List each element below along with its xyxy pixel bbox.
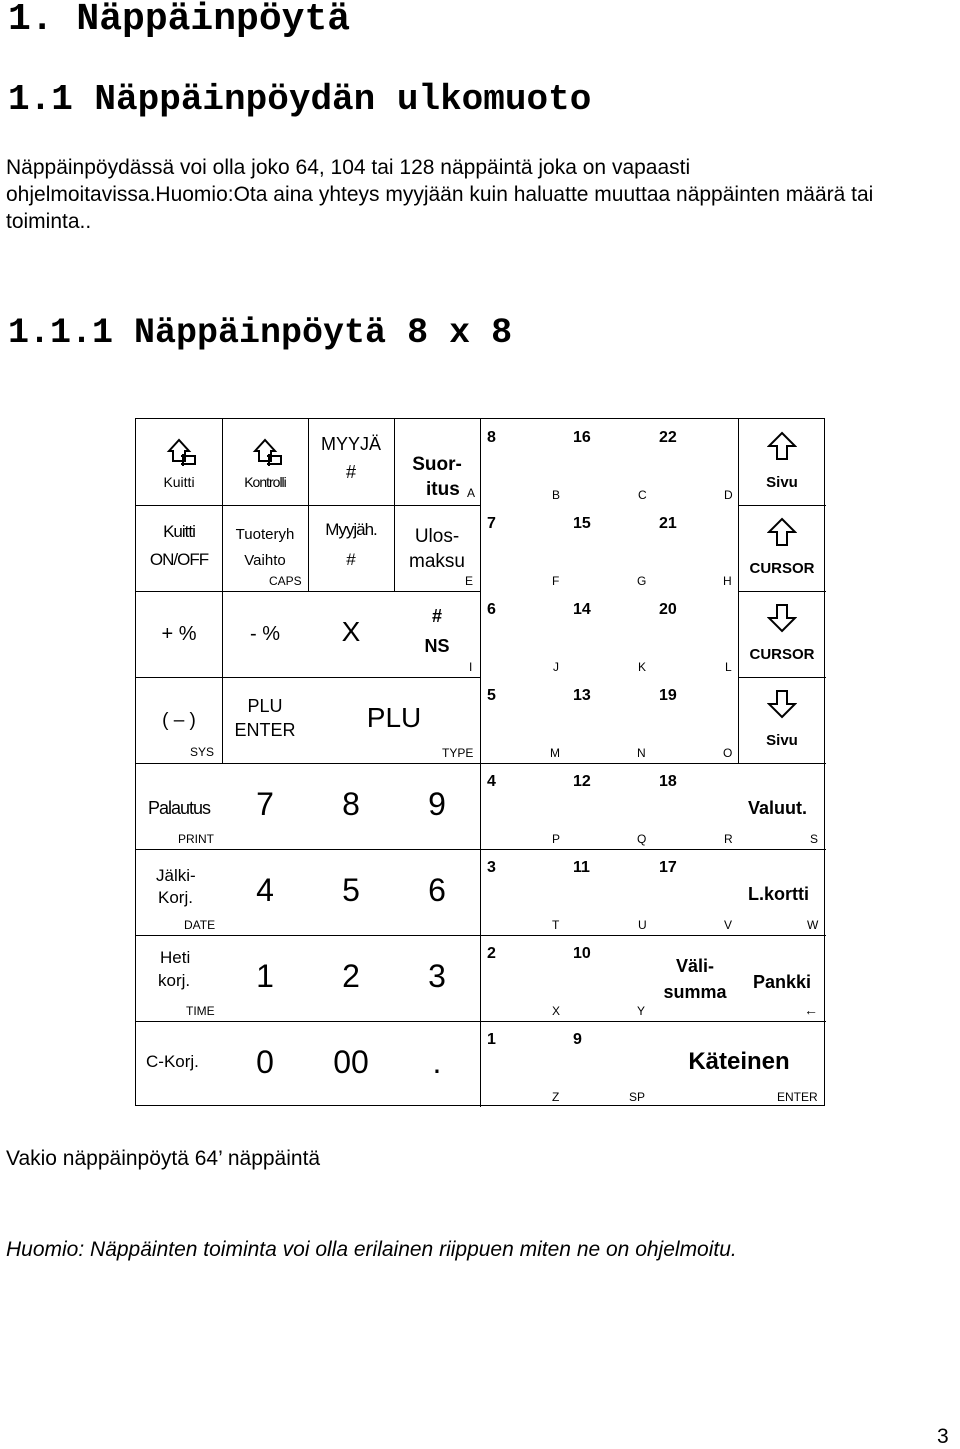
key-myyjah-label: Myyjäh. [325, 520, 377, 539]
key-letter-h: H [723, 574, 732, 588]
key-number-9: 9 [573, 1031, 582, 1048]
key-number-22: 22 [659, 429, 677, 446]
key-number-2: 2 [487, 945, 496, 962]
key-letter-p: P [552, 832, 561, 846]
key-letter-m: M [550, 746, 560, 760]
key-hetikorj-line2: korj. [158, 971, 191, 990]
key-letter-n: N [637, 746, 646, 760]
key-minus-paren: ( – ) [162, 710, 196, 731]
grid-line [136, 935, 826, 936]
key-letter-u: U [638, 918, 647, 932]
key-myyja-hash: # [345, 462, 356, 482]
key-letter-a: A [467, 486, 476, 500]
key-type-label: TYPE [442, 746, 474, 760]
key-valisumma-line2: summa [663, 982, 727, 1002]
key-ulosmaksu-line1: Ulos- [414, 526, 460, 547]
heading-3: 1.1.1 Näppäinpöytä 8 x 8 [8, 313, 513, 353]
key-number-7: 7 [487, 515, 496, 532]
key-letter-b: B [552, 488, 561, 502]
key-digit-1: 1 [256, 958, 274, 994]
keyboard-caption: Vakio näppäinpöytä 64’ näppäintä [6, 1147, 321, 1170]
grid-line [738, 591, 826, 592]
key-plu-enter-line1: PLU [247, 696, 283, 716]
key-letter-w: W [807, 918, 819, 932]
key-letter-y: Y [637, 1004, 646, 1018]
heading-1: 1. Näppäinpöytä [8, 0, 351, 41]
key-ckorj: C-Korj. [146, 1052, 199, 1071]
key-time-label: TIME [186, 1004, 215, 1018]
key-number-10: 10 [573, 945, 591, 962]
key-kuitti-label: Kuitti [163, 474, 195, 490]
key-letter-g: G [637, 574, 647, 588]
key-letter-x: X [552, 1004, 561, 1018]
key-minus-percent: - % [250, 623, 280, 645]
key-letter-z: Z [552, 1090, 560, 1104]
heading-2: 1.1 Näppäinpöydän ulkomuoto [8, 79, 592, 120]
grid-line [738, 677, 826, 678]
key-suoritus-line2: itus [426, 479, 460, 500]
key-kuitti-onoff-line1: Kuitti [163, 522, 195, 541]
key-letter-k: K [638, 660, 647, 674]
key-number-1: 1 [487, 1031, 496, 1048]
key-number-4: 4 [487, 773, 496, 790]
key-cursor-up-label: CURSOR [749, 560, 815, 577]
key-kontrolli-label: Kontrolli [244, 474, 286, 490]
key-ns-label: NS [424, 636, 450, 656]
key-kuitti-onoff-line2: ON/OFF [149, 550, 209, 569]
key-hetikorj-line1: Heti [160, 948, 191, 967]
key-digit-0: 0 [256, 1044, 274, 1080]
grid-line [136, 763, 826, 764]
key-jalkikorj-line2: Korj. [158, 888, 193, 907]
key-lkortti: L.kortti [748, 884, 809, 904]
cursor-up-arrow-icon [767, 517, 797, 552]
key-letter-s: S [810, 832, 819, 846]
key-letter-v: V [724, 918, 733, 932]
key-multiply-x: X [341, 616, 361, 647]
key-date-label: DATE [184, 918, 216, 932]
key-sivu-down-label: Sivu [766, 732, 798, 749]
key-myyjah-hash: # [346, 550, 356, 569]
key-letter-r: R [724, 832, 733, 846]
key-tuoteryh-line1: Tuoteryh [235, 526, 295, 543]
key-valisumma-line1: Väli- [675, 956, 714, 976]
key-number-13: 13 [573, 687, 591, 704]
grid-line [136, 505, 480, 506]
page-number: 3 [937, 1425, 949, 1448]
key-enter-label: ENTER [777, 1090, 818, 1104]
key-print-label: PRINT [178, 832, 214, 846]
key-kateinen: Käteinen [688, 1048, 790, 1075]
key-number-19: 19 [659, 687, 677, 704]
page-down-arrow-icon [767, 689, 797, 724]
key-sp-label: SP [629, 1090, 646, 1104]
key-number-14: 14 [573, 601, 591, 618]
key-number-6: 6 [487, 601, 496, 618]
key-suoritus-line1: Suor- [412, 454, 462, 475]
key-number-11: 11 [573, 859, 590, 876]
cursor-down-arrow-icon [767, 603, 797, 638]
key-sivu-up-label: Sivu [766, 474, 798, 491]
key-letter-o: O [723, 746, 733, 760]
key-number-3: 3 [487, 859, 496, 876]
key-letter-i: I [469, 660, 473, 674]
key-number-15: 15 [573, 515, 591, 532]
key-number-8: 8 [487, 429, 496, 446]
key-number-17: 17 [659, 859, 677, 876]
grid-line [136, 849, 826, 850]
key-number-18: 18 [659, 773, 677, 790]
key-letter-d: D [724, 488, 733, 502]
key-palautus: Palautus [147, 798, 211, 818]
key-letter-t: T [552, 918, 560, 932]
key-plu-wide: PLU [366, 702, 422, 733]
key-digit-00: 00 [333, 1044, 369, 1080]
key-number-16: 16 [573, 429, 591, 446]
key-digit-3: 3 [428, 958, 446, 994]
key-digit-4: 4 [256, 872, 274, 908]
key-letter-q: Q [637, 832, 647, 846]
page-up-arrow-icon [767, 431, 797, 466]
key-pankki: Pankki [752, 972, 812, 992]
intro-paragraph: Näppäinpöydässä voi olla joko 64, 104 tai 128 näppäintä joka on vapaasti ohjelmoitavissa.Huomio:Ota aina yhteys myyjään kuin haluatte muuttaa näppäinten määrä tai toiminta.. [6, 156, 874, 233]
keyboard-layout [135, 418, 825, 1106]
key-sys-label: SYS [190, 745, 215, 759]
key-digit-7: 7 [256, 786, 274, 822]
receipt-icon [164, 437, 198, 472]
key-letter-e: E [465, 574, 474, 588]
key-number-5: 5 [487, 687, 496, 704]
key-number-12: 12 [573, 773, 591, 790]
grid-line [738, 505, 826, 506]
key-letter-f: F [552, 574, 560, 588]
grid-line [136, 591, 480, 592]
key-digit-5: 5 [342, 872, 360, 908]
key-number-21: 21 [659, 515, 677, 532]
key-valuut: Valuut. [748, 798, 808, 818]
note-text: Huomio: Näppäinten toiminta voi olla erilainen riippuen miten ne on ohjelmoitu. [6, 1238, 737, 1261]
key-number-20: 20 [659, 601, 677, 618]
key-myyja-label: MYYJÄ [320, 434, 381, 454]
key-digit-8: 8 [342, 786, 360, 822]
arrow-left-icon: ← [804, 1002, 818, 1018]
grid-line [136, 677, 480, 678]
key-plu-enter-line2: ENTER [234, 720, 296, 740]
control-receipt-icon [250, 437, 284, 472]
key-letter-c: C [638, 488, 647, 502]
key-ulosmaksu-line2: maksu [409, 551, 465, 572]
key-decimal-point: . [432, 1044, 442, 1080]
key-digit-2: 2 [342, 958, 360, 994]
key-tuoteryh-line2: Vaihto [244, 552, 286, 569]
key-jalkikorj-line1: Jälki- [156, 866, 196, 885]
key-cursor-down-label: CURSOR [749, 646, 815, 663]
key-letter-j: J [553, 660, 559, 674]
key-caps-label: CAPS [269, 574, 302, 588]
key-plus-percent: + % [161, 623, 197, 645]
key-letter-l: L [725, 660, 732, 674]
grid-line [136, 1021, 826, 1022]
key-digit-9: 9 [428, 786, 446, 822]
key-digit-6: 6 [428, 872, 446, 908]
key-ns-hash: # [431, 606, 442, 626]
